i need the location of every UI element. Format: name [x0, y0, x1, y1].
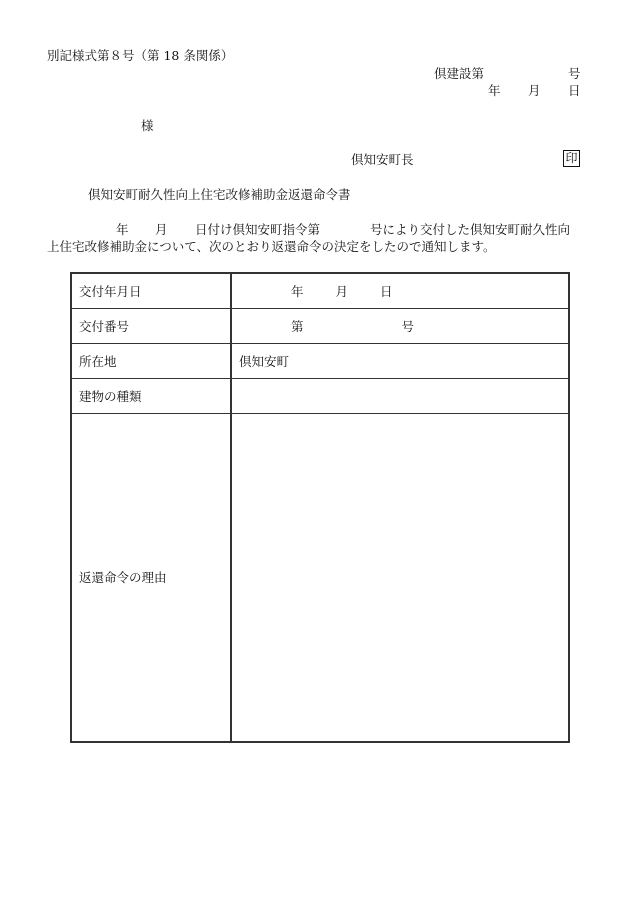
body-mid-text: 日付け倶知安町指令第: [195, 222, 321, 237]
label-issue-number: 交付番号: [71, 308, 231, 343]
value-location: 倶知安町: [231, 343, 569, 378]
issue-number-prefix: 倶建設第: [434, 66, 485, 81]
issue-date-year: 年: [488, 83, 501, 98]
issuer-title: 倶知安町長: [351, 152, 414, 167]
value-refund-reason: [231, 413, 569, 742]
table-row: [71, 413, 569, 742]
issue-date-day-cell: 日: [380, 283, 393, 299]
document-title: 倶知安町耐久性向上住宅改修補助金返還命令書: [88, 187, 351, 202]
seal-mark: 印: [563, 150, 580, 167]
table-row: [71, 343, 569, 378]
label-issue-date: 交付年月日: [71, 273, 231, 308]
value-issue-date: [231, 273, 569, 308]
value-building-type: [231, 378, 569, 413]
issue-date-day: 日: [568, 83, 581, 98]
body-end-text: 号により交付した倶知安町耐久性向: [370, 222, 571, 237]
issue-date-month-cell: 月: [335, 283, 349, 299]
label-building-type: 建物の種類: [71, 378, 231, 413]
body-month: 月: [155, 222, 168, 237]
addressee-honorific: 様: [141, 118, 154, 133]
label-location: 所在地: [71, 343, 231, 378]
issue-date-year-cell: 年: [291, 283, 304, 299]
value-issue-number: [231, 308, 569, 343]
body-line-2: 上住宅改修補助金について、次のとおり返還命令の決定をしたので通知します。: [47, 239, 496, 254]
label-refund-reason: 返還命令の理由: [71, 413, 231, 742]
table-row: [71, 378, 569, 413]
table-row: [71, 308, 569, 343]
body-year: 年: [116, 222, 129, 237]
form-number: 別記様式第８号（第 18 条関係）: [47, 48, 234, 63]
refund-details-table: [70, 272, 570, 743]
issue-number-prefix-cell: 第: [291, 318, 304, 334]
issue-date-month: 月: [528, 83, 541, 98]
issue-number-suffix-cell: 号: [401, 318, 415, 334]
issue-number-suffix: 号: [568, 66, 581, 81]
table-row: [71, 273, 569, 308]
